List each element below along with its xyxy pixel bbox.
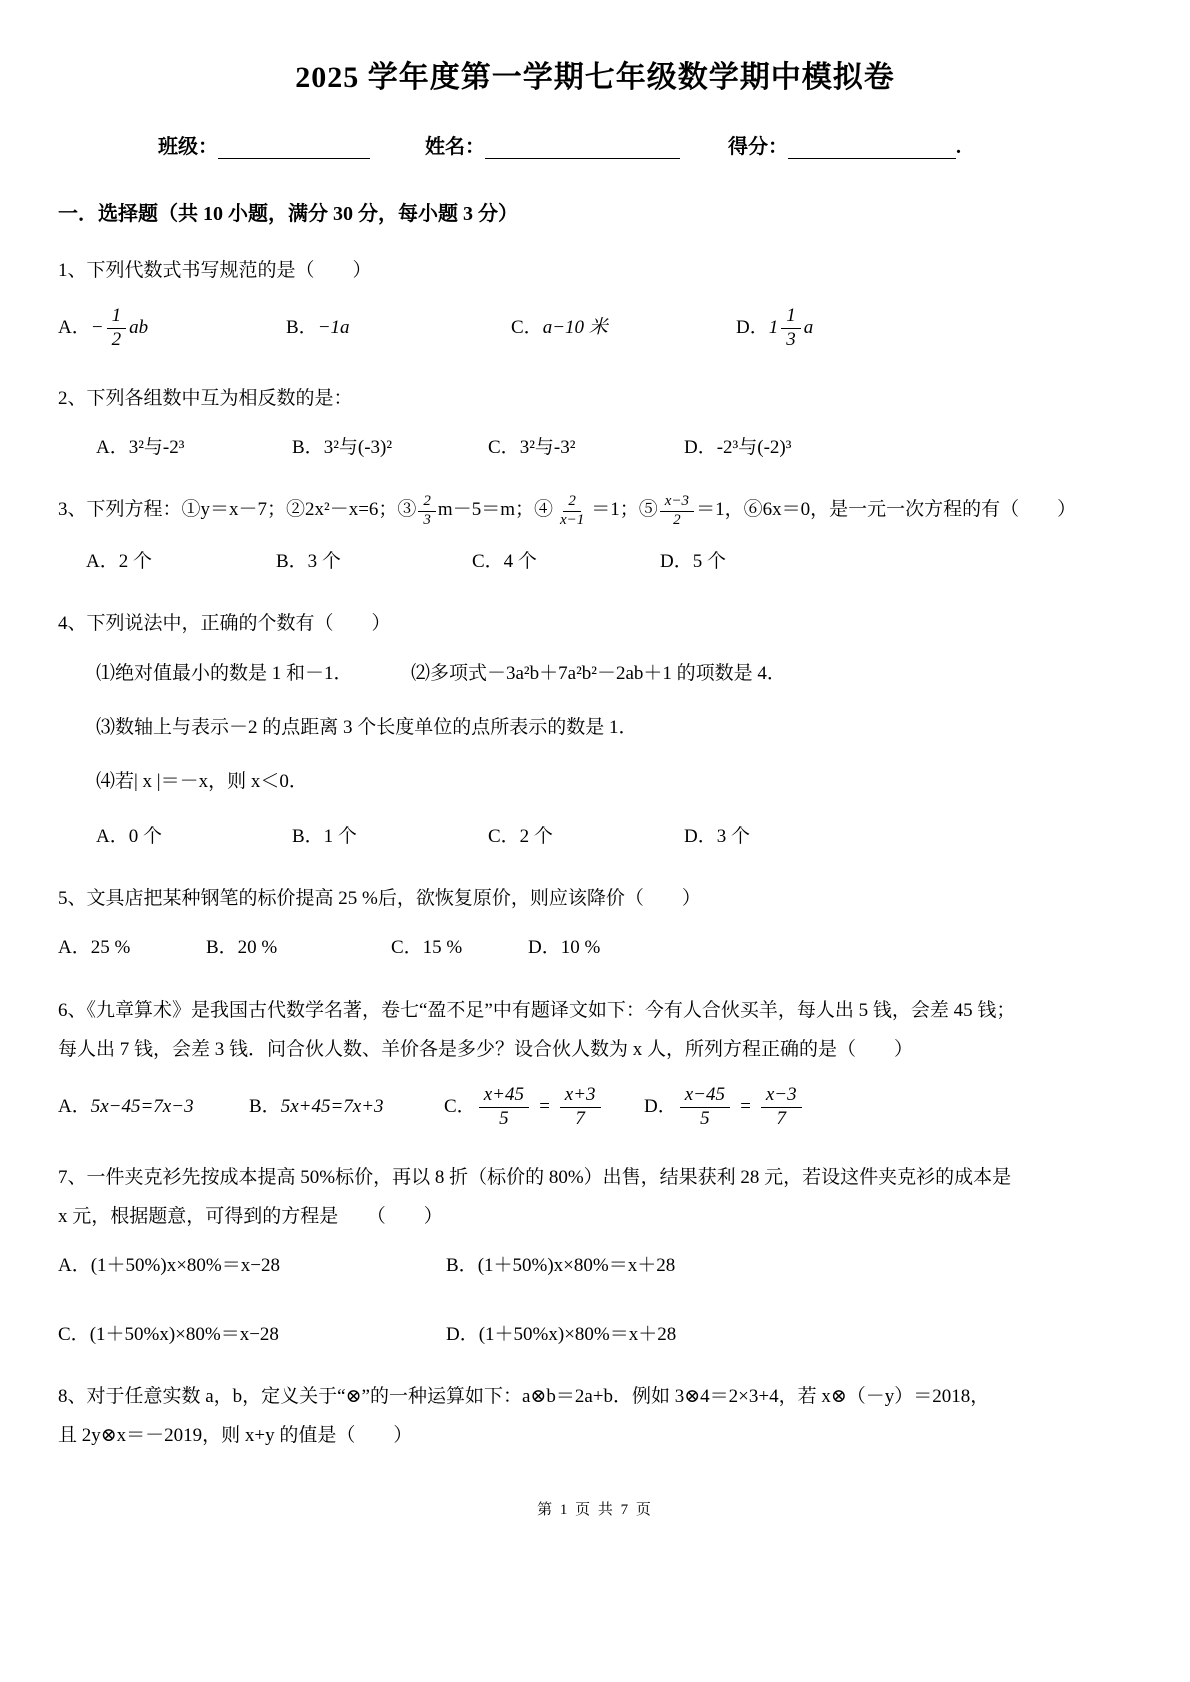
q6-options (58, 1084, 1132, 1131)
fraction (680, 1084, 730, 1131)
fraction (479, 1084, 529, 1131)
fraction-numerator: x−45 (680, 1084, 730, 1108)
q5-options (58, 933, 1132, 963)
option-label: A． (58, 1255, 91, 1277)
option-label: D． (684, 437, 717, 459)
q3-stem-part2: m－5＝m；④ (437, 499, 553, 521)
q2-options (58, 433, 1132, 463)
fraction-denominator: 7 (575, 1108, 585, 1130)
q5-option-c: C．15 % (391, 937, 463, 959)
fraction-denominator: 2 (111, 329, 122, 351)
q1-options (58, 305, 1132, 352)
section1-heading: 一．选择题（共 10 小题，满分 30 分，每小题 3 分） (58, 203, 518, 225)
option-label: A． (58, 1096, 91, 1118)
fraction-denominator: 7 (776, 1108, 786, 1130)
option-label: B． (249, 1096, 281, 1118)
option-label: C． (58, 1323, 90, 1345)
fraction (418, 493, 436, 529)
q4-option-c: C．2 个 (488, 825, 553, 847)
option-math: 1 (768, 317, 779, 339)
class-label: 班级： (158, 136, 218, 158)
option-label: C． (488, 437, 520, 459)
q3-stem (58, 493, 1132, 529)
option-math: a (803, 317, 814, 339)
q4-statement-3: ⑶数轴上与表示－2 的点距离 3 个长度单位的点所表示的数是 1． (96, 717, 638, 739)
minus-sign: − (90, 317, 104, 339)
q1-option-d (736, 305, 1132, 352)
page-title: 2025 学年度第一学期七年级数学期中模拟卷 (295, 61, 895, 94)
q6-option-a (58, 1092, 249, 1122)
fraction-numerator: 1 (781, 305, 801, 329)
option-label: C． (511, 317, 543, 339)
q4-statements-row1 (58, 659, 1132, 689)
question-4 (58, 607, 1132, 852)
option-label: B． (292, 437, 324, 459)
q2-option-c (488, 433, 684, 463)
question-1 (58, 254, 1132, 352)
q4-options (58, 822, 1132, 852)
option-label: D． (644, 1096, 677, 1118)
q8-stem-line1: 8、对于任意实数 a，b，定义关于“⊗”的一种运算如下：a⊗b＝2a+b．例如 3⊗4＝2×3+4，若 x⊗（－y）＝2018， (58, 1386, 990, 1408)
option-math: (1＋50%)x×80%＝x＋28 (477, 1255, 676, 1277)
q3-options (58, 547, 1132, 577)
q7-option-c (58, 1320, 446, 1350)
fraction-denominator: x−1 (559, 511, 585, 528)
q2-option-b (292, 433, 488, 463)
question-7 (58, 1161, 1132, 1350)
q1-stem: 1、下列代数式书写规范的是（ ） (58, 260, 372, 281)
q2-option-a (96, 433, 292, 463)
name-blank (485, 135, 680, 159)
question-6 (58, 994, 1132, 1131)
fraction (107, 305, 127, 352)
fraction-numerator: x−3 (660, 493, 694, 511)
score-blank (788, 135, 956, 159)
fraction-numerator: 2 (563, 493, 581, 511)
option-math: a−10 米 (542, 317, 608, 339)
q1-option-c (511, 313, 736, 343)
fraction (660, 493, 694, 529)
score-period: . (956, 136, 961, 158)
option-math: 5x−45=7x−3 (90, 1096, 194, 1118)
q7-stem-line2: x 元，根据题意，可得到的方程是 （ ） (58, 1206, 443, 1228)
option-label: D． (736, 317, 769, 339)
fraction-denominator: 5 (700, 1108, 710, 1130)
q5-option-a: A．25 % (58, 937, 131, 959)
option-math: (1＋50%x)×80%＝x＋28 (478, 1323, 677, 1345)
equals-sign: = (537, 1096, 551, 1118)
option-math: −1a (317, 317, 350, 339)
fraction (781, 305, 801, 352)
fraction-numerator: 1 (107, 305, 127, 329)
fraction-numerator: x+3 (560, 1084, 601, 1108)
option-label: B． (446, 1255, 478, 1277)
q7-option-a (58, 1251, 446, 1281)
q4-statements-row3 (58, 767, 1132, 797)
q8-stem-line2: 且 2y⊗x＝－2019，则 x+y 的值是（ ） (58, 1425, 413, 1447)
equals-sign: = (739, 1096, 752, 1118)
option-label: A． (96, 437, 129, 459)
q4-statements-row2 (58, 713, 1132, 743)
question-3 (58, 493, 1132, 577)
q6-option-b (249, 1092, 444, 1122)
fraction (761, 1084, 802, 1131)
question-8 (58, 1380, 1132, 1453)
q5-option-b: B．20 % (206, 937, 278, 959)
option-math: 3²与-3² (519, 437, 576, 459)
q3-option-a: A．2 个 (86, 550, 152, 572)
q5-option-d: D．10 % (528, 937, 601, 959)
q5-stem: 5、文具店把某种钢笔的标价提高 25 %后，欲恢复原价，则应该降价（ ） (58, 888, 701, 910)
q1-option-a (58, 305, 286, 352)
name-label: 姓名： (425, 136, 485, 158)
option-math: -2³与(-2)³ (716, 437, 792, 459)
option-math: 5x+45=7x+3 (280, 1096, 384, 1118)
q3-option-d: D．5 个 (660, 550, 726, 572)
fraction-numerator: x−3 (761, 1084, 802, 1108)
option-math: 3²与-2³ (128, 437, 185, 459)
option-math: 3²与(-3)² (323, 437, 393, 459)
question-2 (58, 382, 1132, 464)
q6-option-c (444, 1084, 644, 1131)
option-label: A． (58, 317, 91, 339)
q7-stem-line1: 7、一件夹克衫先按成本提高 50%标价，再以 8 折（标价的 80%）出售，结果获利 28 元，若设这件夹克衫的成本是 (58, 1166, 1012, 1188)
q4-statement-4: ⑷若| x |＝－x，则 x＜0． (96, 771, 308, 793)
option-math: (1＋50%x)×80%＝x−28 (89, 1323, 279, 1345)
q2-option-d (684, 433, 1132, 463)
fraction-numerator: x+45 (479, 1084, 529, 1108)
q7-option-b (446, 1251, 1132, 1281)
option-label: B． (286, 317, 318, 339)
q3-option-c: C．4 个 (472, 550, 537, 572)
option-label: D． (446, 1323, 479, 1345)
header-fields (158, 130, 1132, 159)
q2-stem: 2、下列各组数中互为相反数的是： (58, 387, 353, 409)
q3-option-b: B．3 个 (276, 550, 341, 572)
q7-options (58, 1251, 1132, 1350)
q4-option-b: B．1 个 (292, 825, 357, 847)
option-label: C． (444, 1096, 476, 1118)
q4-stem: 4、下列说法中，正确的个数有（ ） (58, 613, 391, 635)
q3-stem-part4: ＝1，⑥6x＝0，是一元一次方程的有（ ） (696, 499, 1077, 521)
q6-stem-line2: 每人出 7 钱，会差 3 钱．问合伙人数、羊价各是多少？设合伙人数为 x 人，所列方程正确的是（ ） (58, 1039, 914, 1061)
class-blank (218, 135, 370, 159)
score-label: 得分： (728, 136, 788, 158)
q3-stem-part3: ＝1；⑤ (591, 499, 658, 521)
fraction-denominator: 5 (499, 1108, 509, 1130)
fraction (555, 493, 589, 529)
fraction-denominator: 2 (673, 511, 681, 528)
page-footer: 第 1 页 共 7 页 (537, 1502, 653, 1518)
q1-option-b (286, 313, 511, 343)
q7-option-d (446, 1320, 1132, 1350)
option-math: (1＋50%)x×80%＝x−28 (90, 1255, 280, 1277)
q4-statement-1: ⑴绝对值最小的数是 1 和－1． (96, 662, 353, 684)
fraction (560, 1084, 601, 1131)
fraction-numerator: 2 (418, 493, 436, 511)
q4-option-d: D．3 个 (684, 825, 750, 847)
q6-option-d (644, 1084, 1132, 1131)
fraction-denominator: 3 (786, 329, 796, 351)
question-5 (58, 882, 1132, 964)
fraction-denominator: 3 (423, 511, 431, 528)
q6-stem-line1: 6、《九章算术》是我国古代数学名著，卷七“盈不足”中有题译文如下：今有人合伙买羊，每人出 5 钱，会差 45 钱； (58, 999, 1016, 1021)
q4-option-a: A．0 个 (96, 825, 162, 847)
q3-stem-part1: 3、下列方程：①y＝x－7；②2x²－x=6；③ (58, 499, 417, 521)
q4-statement-2: ⑵多项式－3a²b＋7a²b²－2ab＋1 的项数是 4． (411, 662, 786, 684)
option-math: ab (129, 317, 149, 339)
